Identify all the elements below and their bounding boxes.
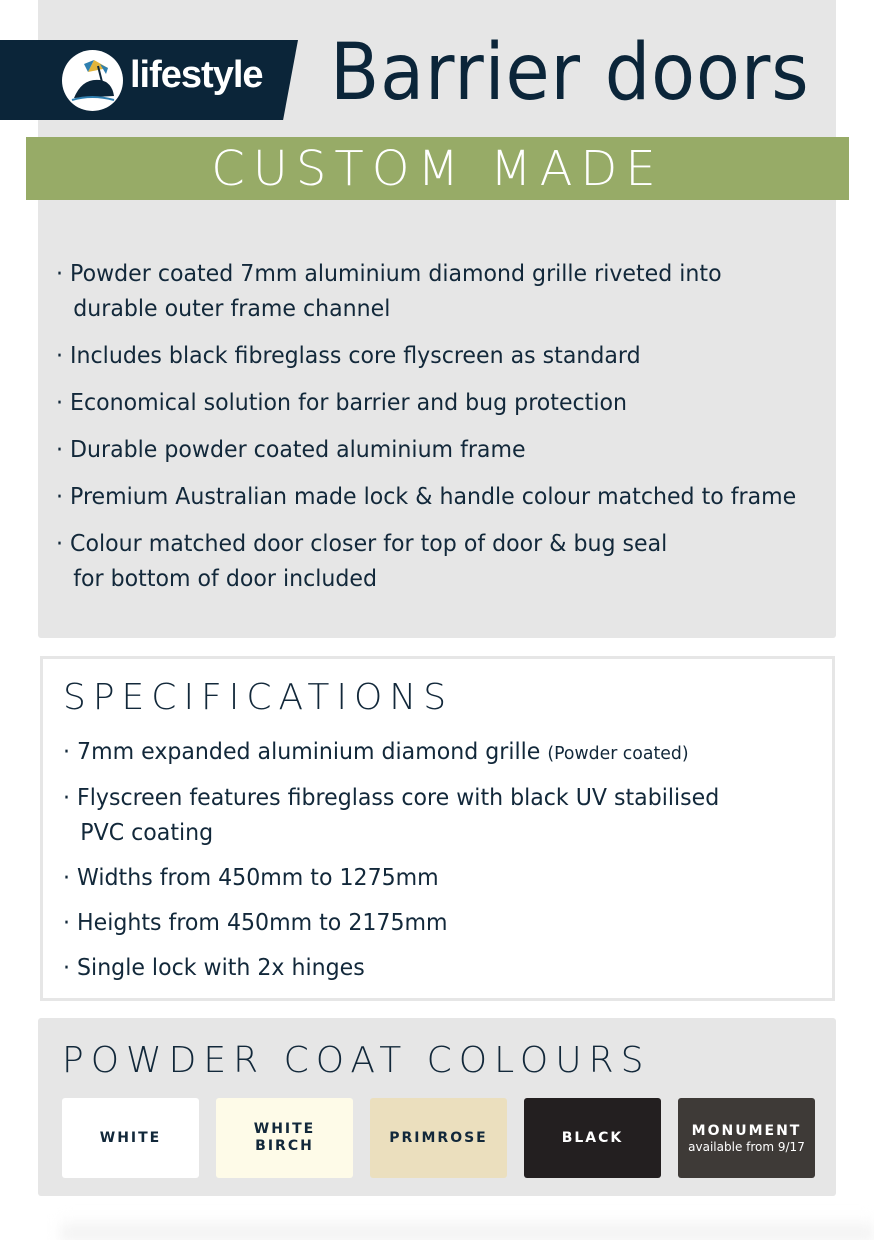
colours-panel bbox=[38, 1018, 836, 1196]
umbrella-logo-icon bbox=[62, 50, 123, 111]
features-list bbox=[56, 257, 836, 609]
swatch-white bbox=[62, 1098, 199, 1178]
feature-item: · Premium Australian made lock & handle colour matched to frame bbox=[56, 480, 805, 515]
spec-text: Heights from 450mm to 2175mm bbox=[77, 910, 448, 936]
colours-heading: POWDER COAT COLOURS bbox=[62, 1040, 651, 1081]
swatch-label: PRIMROSE bbox=[389, 1129, 488, 1146]
spec-item bbox=[63, 735, 793, 771]
spec-item bbox=[63, 951, 793, 986]
spec-text: Single lock with 2x hinges bbox=[77, 955, 365, 981]
spec-item bbox=[63, 906, 793, 941]
feature-item: · Includes black fibreglass core flyscreen as standard bbox=[56, 339, 805, 374]
spec-item bbox=[63, 861, 793, 896]
page-title: Barrier doors bbox=[330, 28, 810, 118]
feature-item: · Durable powder coated aluminium frame bbox=[56, 433, 805, 468]
feature-item: · Economical solution for barrier and bug protection bbox=[56, 386, 805, 421]
feature-item: · Colour matched door closer for top of door & bug seal for bottom of door included bbox=[56, 527, 668, 597]
swatch-black bbox=[524, 1098, 661, 1178]
banner-text: CUSTOM MADE bbox=[211, 140, 664, 197]
swatch-note: available from 9/17 bbox=[688, 1139, 805, 1154]
custom-made-banner bbox=[26, 137, 849, 200]
spec-note: (Powder coated) bbox=[547, 743, 689, 764]
swatch-label: MONUMENT bbox=[691, 1122, 802, 1139]
swatch-white-birch bbox=[216, 1098, 353, 1178]
spec-text: 7mm expanded aluminium diamond grille bbox=[77, 739, 548, 765]
swatch-label: WHITE BIRCH bbox=[253, 1121, 316, 1154]
swatch-primrose bbox=[370, 1098, 507, 1178]
swatch-label: WHITE bbox=[99, 1129, 162, 1146]
spec-text: Widths from 450mm to 1275mm bbox=[77, 865, 439, 891]
specifications-heading: SPECIFICATIONS bbox=[63, 677, 454, 718]
swatch-label: BLACK bbox=[561, 1129, 624, 1146]
page-shadow bbox=[60, 1215, 874, 1240]
swatch-monument bbox=[678, 1098, 815, 1178]
logo-text: lifestyle bbox=[130, 54, 263, 96]
specifications-box bbox=[40, 656, 835, 1001]
spec-item bbox=[63, 781, 752, 851]
spec-text: Flyscreen features fibreglass core with black UV stabilised PVC coating bbox=[77, 785, 720, 846]
feature-item: · Powder coated 7mm aluminium diamond grille riveted into durable outer frame channel bbox=[56, 257, 805, 327]
